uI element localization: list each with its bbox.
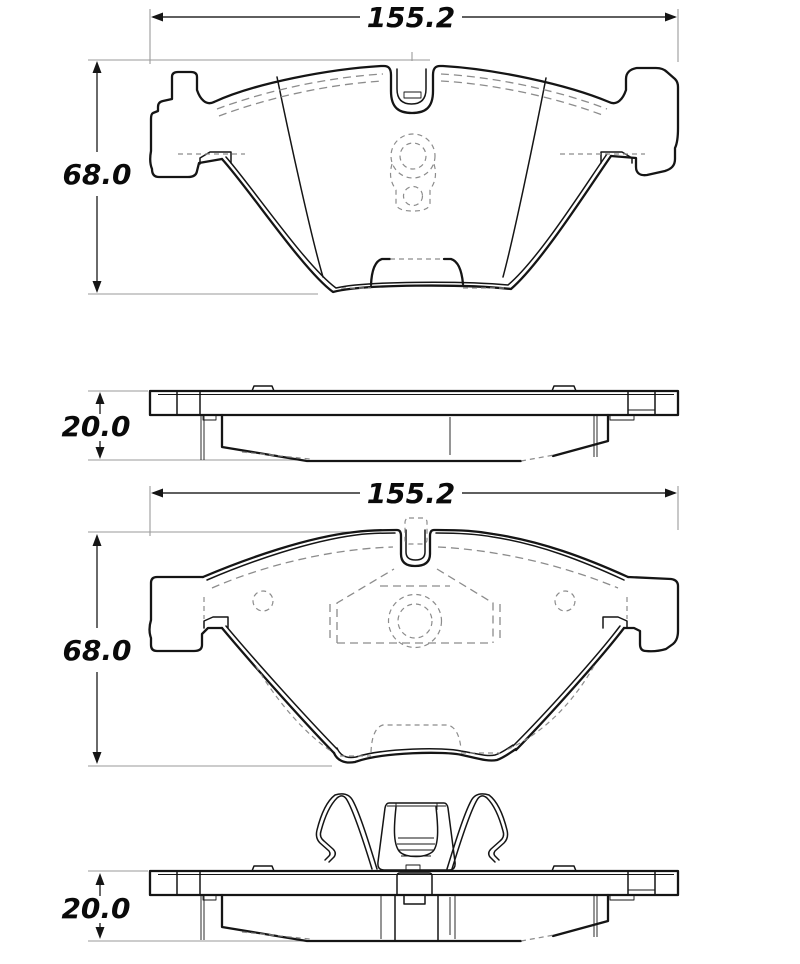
right-diagonal-outer	[516, 628, 624, 750]
pad-front-view	[150, 52, 678, 292]
right-spring-wing-outer	[452, 796, 504, 869]
retention-spring-clip	[316, 794, 507, 870]
keyhole-lower-hole	[404, 187, 423, 206]
arrowhead-left	[151, 13, 163, 22]
wear-sensor-keyhole	[391, 134, 436, 211]
dimension-width-front	[150, 1, 678, 64]
hidden-friction-side-edges	[256, 666, 594, 751]
arrowhead-top	[93, 534, 102, 546]
bottom-arc-outer	[222, 156, 611, 292]
front-height-dimension-label: 68.0	[62, 158, 132, 191]
dimension-width-back	[150, 477, 678, 536]
arrowhead-bottom	[96, 927, 105, 939]
right-rivet-hole	[555, 591, 575, 611]
retainer-lower-step	[404, 895, 425, 904]
left-ear-outline	[150, 72, 222, 177]
back-height-dimension-label: 68.0	[62, 634, 132, 667]
notch-bottom-rect	[404, 92, 421, 98]
keyhole-stem	[391, 164, 436, 211]
left-ear-outline	[150, 577, 223, 651]
arrowhead-right	[665, 13, 677, 22]
hidden-shim-outline	[330, 569, 500, 648]
hidden-sensor-slot	[405, 518, 427, 544]
clip-body-outline	[378, 803, 455, 870]
pad-back-view	[150, 518, 679, 763]
top-edge-notch-outline	[203, 530, 628, 577]
thickness-dimension-label-2: 20.0	[61, 892, 131, 925]
left-spring-wing-outer	[320, 796, 372, 869]
retainer-slot-thin-lines	[381, 895, 455, 939]
friction-surface-right-edge	[503, 78, 546, 277]
clip-inner-bucket	[394, 807, 437, 857]
keyhole-outer-circle	[391, 134, 435, 178]
arrowhead-left	[151, 489, 163, 498]
right-ear-outline	[624, 577, 678, 651]
notch-inner-wall	[406, 530, 425, 560]
arrowhead-top	[96, 392, 105, 404]
left-rivet-hole	[253, 591, 273, 611]
arrowhead-top	[96, 873, 105, 885]
retainer-upper-step	[397, 873, 432, 895]
pad-thickness-view-with-clip	[150, 794, 678, 941]
notch-inner-wall	[397, 69, 426, 104]
hidden-plate-edge-lower	[219, 81, 605, 116]
center-clip-retainer	[381, 873, 455, 941]
pad-thickness-view	[150, 386, 678, 461]
thickness-dimension-label: 20.0	[61, 410, 131, 443]
dimension-thickness-bottom	[61, 871, 306, 941]
bottom-arc-inner	[226, 154, 607, 288]
right-diagonal-inner	[513, 626, 620, 746]
clip-top-ticks	[396, 803, 437, 810]
arrowhead-right	[665, 489, 677, 498]
dimension-height-front	[62, 60, 430, 294]
retainer-slot-walls	[395, 895, 438, 941]
bottom-center-tab	[371, 259, 463, 285]
top-edge-inner-line	[207, 533, 624, 580]
dimension-height-back	[62, 532, 352, 766]
back-width-dimension-label: 155.2	[366, 477, 456, 510]
bottom-arc-inner	[337, 745, 513, 758]
hidden-bottom-tab	[340, 725, 500, 756]
right-abutment-buttress	[603, 617, 627, 628]
dimension-thickness-top	[61, 391, 306, 460]
arrowhead-top	[93, 61, 102, 73]
arrowhead-bottom	[93, 281, 102, 293]
arrowhead-bottom	[93, 752, 102, 764]
arrowhead-bottom	[96, 447, 105, 459]
front-width-dimension-label: 155.2	[366, 1, 456, 34]
shim-center-circle-inner	[398, 604, 432, 638]
friction-surface-left-edge	[277, 77, 323, 277]
left-abutment-buttress	[204, 617, 228, 628]
buttress-hidden-edges	[204, 597, 627, 619]
keyhole-inner-circle	[400, 143, 426, 169]
shim-center-circle-outer	[389, 595, 442, 648]
left-diagonal-outer	[222, 628, 334, 753]
shim-edges	[330, 569, 500, 643]
left-diagonal-inner	[226, 626, 337, 749]
